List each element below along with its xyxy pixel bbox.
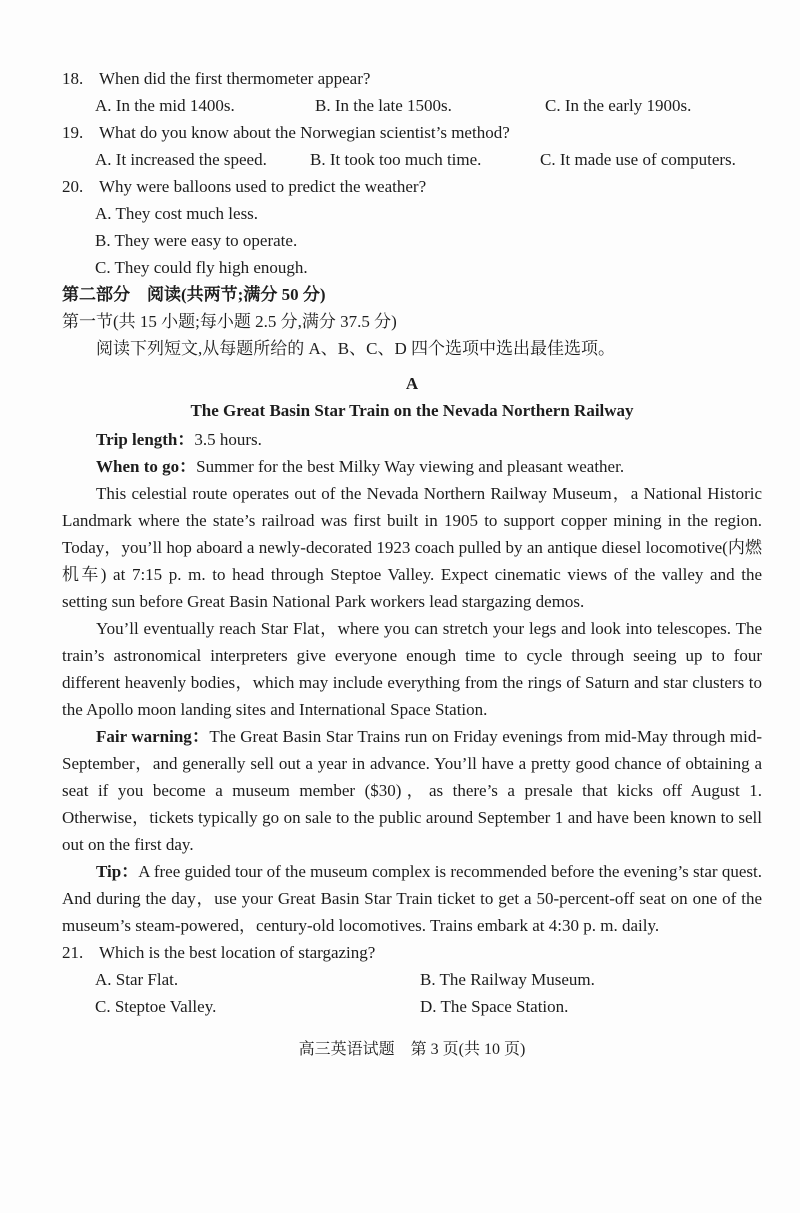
q21-option-c: C. Steptoe Valley.	[95, 997, 217, 1016]
question-18-text: When did the first thermometer appear?	[99, 69, 371, 88]
fact-value: Summer for the best Milky Way viewing and pleasant weather.	[196, 457, 625, 476]
paragraph-lead: Tip：	[96, 862, 139, 881]
paragraph-text: The Great Basin Star Trains run on Friday evenings from mid-May through mid-September，and generally sell out a year in advance. You’ll have a pretty good chance of obtaining a seat if you become a museum member ($30)，as there’s a presale that kicks off August 1. Otherwise，tickets typically go on sale to the public around September 1 and have been known to sell out on the first day.	[62, 727, 762, 854]
q19-option-a: A. It increased the speed.	[95, 150, 267, 169]
part2-instruction: 阅读下列短文,从每题所给的 A、B、C、D 四个选项中选出最佳选项。	[96, 339, 615, 358]
question-21-options-row-1	[62, 966, 762, 993]
paragraph-text: This celestial route operates out of the Nevada Northern Railway Museum，a National Historic Landmark where the state’s railroad was first built in 1905 to support copper mining in the region. Today，you’ll hop aboard a newly-decorated 1923 coach pulled by an antique diesel locomotive(内燃机车) at 7:15 p. m. to head through Steptoe Valley. Expect cinematic views of the valley and the setting sun before Great Basin National Park workers lead stargazing demos.	[62, 484, 762, 611]
q18-option-a: A. In the mid 1400s.	[95, 96, 235, 115]
question-21-options-row-2	[62, 993, 762, 1020]
question-18	[62, 65, 762, 92]
fact-label: Trip length：	[96, 430, 195, 449]
q18-option-b: B. In the late 1500s.	[315, 96, 452, 115]
fact-value: 3.5 hours.	[194, 430, 262, 449]
question-21-text: Which is the best location of stargazing?	[99, 943, 376, 962]
paragraph-text: You’ll eventually reach Star Flat，where you can stretch your legs and look into telescopes. The train’s astronomical interpreters give everyone enough time to cycle through seeing up to four different heavenly bodies，which may include everything from the rings of Saturn and star clusters to the Apollo moon landing sites and International Space Station.	[62, 619, 762, 719]
paragraph-lead: Fair warning：	[96, 727, 210, 746]
question-20-text: Why were balloons used to predict the weather?	[99, 177, 427, 196]
q19-option-c: C. It made use of computers.	[540, 150, 736, 169]
q20-option-c: C. They could fly high enough.	[95, 258, 308, 277]
q21-option-a: A. Star Flat.	[95, 970, 179, 989]
q20-option-a: A. They cost much less.	[95, 204, 259, 223]
passage-paragraph-1	[62, 480, 762, 615]
passage-paragraph-2	[62, 615, 762, 723]
paragraph-text: A free guided tour of the museum complex is recommended before the evening’s star quest. And during the day，use your Great Basin Star Train ticket to get a 50-percent-off seat on one of the museum’s steam-powered，century-old locomotives. Trains embark at 4:30 p. m. daily.	[62, 862, 762, 935]
page-footer: 高三英语试题 第 3 页(共 10 页)	[298, 1041, 526, 1058]
passage-fact-when-to-go	[62, 453, 762, 480]
part2-section1: 第一节(共 15 小题;每小题 2.5 分,满分 37.5 分)	[62, 312, 397, 331]
passage-title: The Great Basin Star Train on the Nevada Northern Railway	[190, 401, 634, 420]
passage-paragraph-4	[62, 858, 762, 939]
q21-option-d: D. The Space Station.	[420, 997, 569, 1016]
q18-option-c: C. In the early 1900s.	[545, 96, 692, 115]
passage-paragraph-3	[62, 723, 762, 858]
question-19-text: What do you know about the Norwegian scientist’s method?	[99, 123, 510, 142]
q21-option-b: B. The Railway Museum.	[420, 970, 595, 989]
question-20-number: 20.	[62, 177, 84, 196]
passage-fact-trip-length	[62, 426, 762, 453]
question-18-number: 18.	[62, 69, 84, 88]
question-18-options	[62, 92, 762, 119]
question-19-options	[62, 146, 762, 173]
part2-header: 第二部分 阅读(共两节;满分 50 分)	[62, 285, 326, 304]
question-20	[62, 173, 762, 200]
passage-label: A	[405, 374, 419, 393]
q19-option-b: B. It took too much time.	[310, 150, 482, 169]
q20-option-b: B. They were easy to operate.	[95, 231, 298, 250]
question-21	[62, 939, 762, 966]
question-19-number: 19.	[62, 123, 84, 142]
fact-label: When to go：	[96, 457, 197, 476]
question-19	[62, 119, 762, 146]
question-21-number: 21.	[62, 943, 84, 962]
